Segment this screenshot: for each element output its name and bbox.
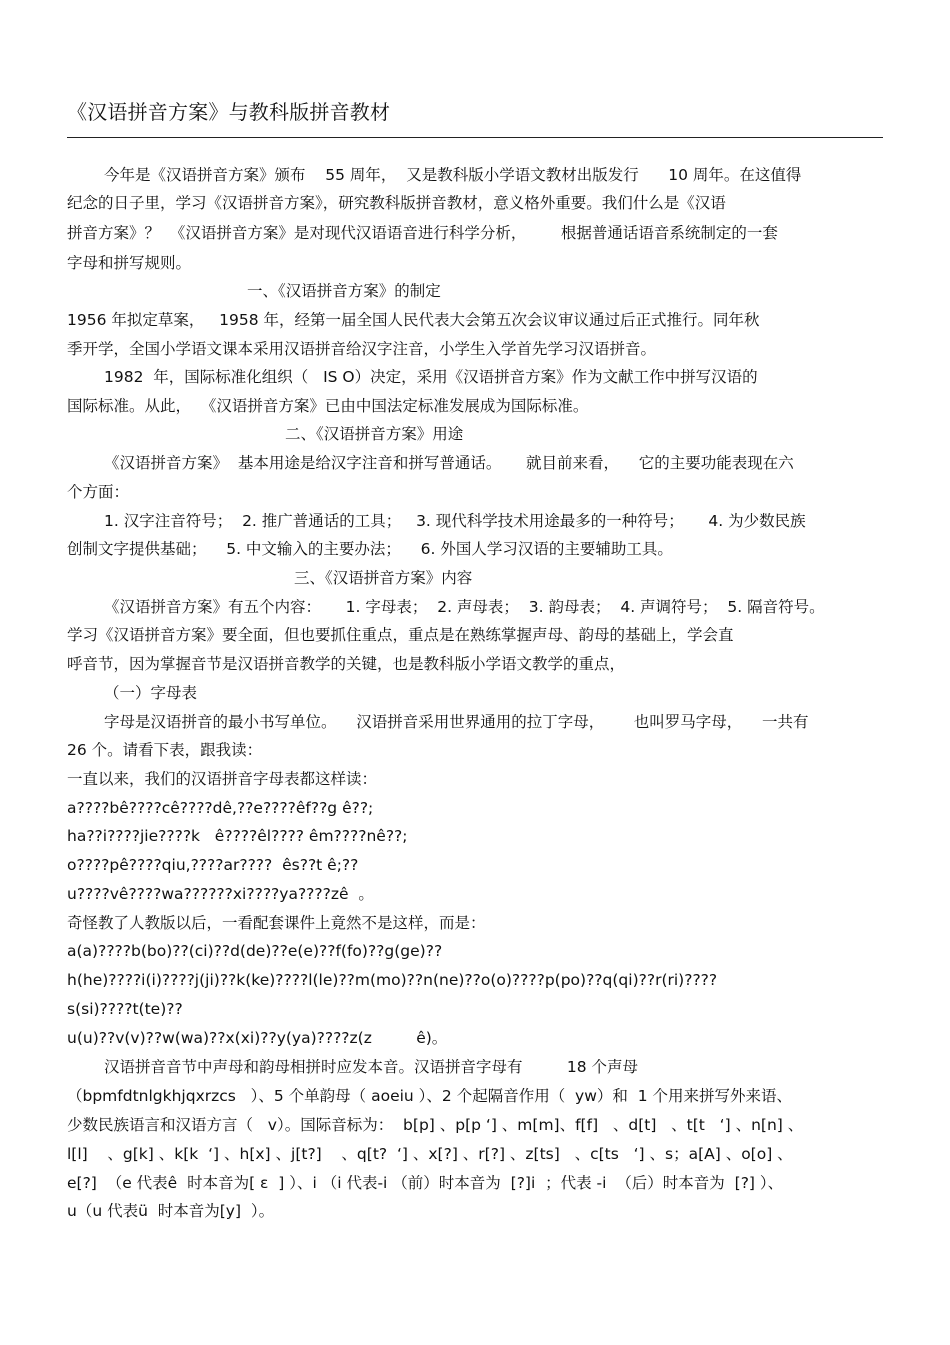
section-heading: 三、《汉语拼音方案》内容 xyxy=(294,569,473,587)
body-line: 季开学，全国小学语文课本采用汉语拼音给汉字注音，小学生入学首先学习汉语拼音。 xyxy=(67,340,657,358)
body-line: 纪念的日子里，学习《汉语拼音方案》，研究教科版拼音教材，意义格外重要。我们什么是《汉语 xyxy=(67,194,726,212)
body-line: 字母和拼写规则。 xyxy=(67,254,192,272)
body-line: 国际标准。从此， 《汉语拼音方案》已由中国法定标准发展成为国际标准。 xyxy=(67,397,589,415)
body-line: 汉语拼音音节中声母和韵母相拼时应发本音。汉语拼音字母有 18 个声母 xyxy=(104,1058,638,1076)
body-line: 1956 年拟定草案， 1958 年，经第一届全国人民代表大会第五次会议审议通过后正式推行。同年秋 xyxy=(67,311,760,329)
body-line: （bpmfdtnlgkhjqxrzcs ）、5 个单韵母（ aoeiu ）、2 个起隔音作用（ yw）和 1 个用来拼写外来语、 xyxy=(67,1087,793,1105)
document-title: 《汉语拼音方案》与教科版拼音教材 xyxy=(67,100,391,124)
body-line: 1982 年，国际标准化组织（ IS O）决定，采用《汉语拼音方案》作为文献工作中拼写汉语的 xyxy=(104,368,758,386)
body-line: 个方面： xyxy=(67,483,130,501)
body-line: a????bê????cê????dê,??e????êf??g ê??; xyxy=(67,799,374,817)
body-line: o????pê????qiu,????ar???? ês??t ê;?? xyxy=(67,856,359,874)
section-heading: 二、《汉语拼音方案》用途 xyxy=(285,425,464,443)
body-line: 字母是汉语拼音的最小书写单位。 汉语拼音采用世界通用的拉丁字母， 也叫罗马字母， 一共有 xyxy=(104,713,809,731)
title-divider xyxy=(67,137,883,138)
body-line: 呼音节，因为掌握音节是汉语拼音教学的关键，也是教科版小学语文教学的重点， xyxy=(67,655,626,673)
body-line: 一直以来，我们的汉语拼音字母表都这样读： xyxy=(67,770,378,788)
body-line: s(si)????t(te)?? xyxy=(67,1000,183,1018)
body-line: e[?] （e 代表ê 时本音为[ ε ] ）、i （i 代表-i （前）时本音为 [?]i ；代表 -i （后）时本音为 [?] ）、 xyxy=(67,1174,784,1192)
subsection-heading: （一）字母表 xyxy=(104,684,198,702)
body-line: u(u)??v(v)??w(wa)??x(xi)??y(ya)????z(z ê)。 xyxy=(67,1029,448,1047)
body-line: 少数民族语言和汉语方言（ v）。国际音标为： b[p] 、p[p ‘] 、m[m]、f[f] 、d[t] 、t[t ‘] 、n[n] 、 xyxy=(67,1116,804,1134)
body-line: h(he)????i(i)????j(ji)??k(ke)????l(le)??m(mo)??n(ne)??o(o)????p(po)??q(qi)??r(ri)???? xyxy=(67,971,718,989)
body-line: 1. 汉字注音符号； 2. 推广普通话的工具； 3. 现代科学技术用途最多的一种符号； 4. 为少数民族 xyxy=(104,512,806,530)
body-line: ha??i????jie????k ê????êl???? êm????nê??; xyxy=(67,827,408,845)
body-line: 今年是《汉语拼音方案》颁布 55 周年， 又是教科版小学语文教材出版发行 10 周年。在这值得 xyxy=(104,166,802,184)
body-line: 奇怪教了人教版以后，一看配套课件上竟然不是这样，而是： xyxy=(67,914,486,932)
body-line: u????vê????wa??????xi????ya????zê 。 xyxy=(67,885,374,903)
body-line: 26 个。请看下表，跟我读： xyxy=(67,741,263,759)
body-line: u（u 代表ü 时本音为[y] ）。 xyxy=(67,1202,275,1220)
body-line: 学习《汉语拼音方案》要全面，但也要抓住重点，重点是在熟练掌握声母、韵母的基础上，学会直 xyxy=(67,626,734,644)
body-line: 创制文字提供基础； 5. 中文输入的主要办法； 6. 外国人学习汉语的主要辅助工具。 xyxy=(67,540,673,558)
body-line: 《汉语拼音方案》 基本用途是给汉字注音和拼写普通话。 就目前来看， 它的主要功能表现在六 xyxy=(104,454,794,472)
section-heading: 一、《汉语拼音方案》的制定 xyxy=(247,282,441,300)
body-line: 《汉语拼音方案》有五个内容： 1. 字母表； 2. 声母表； 3. 韵母表； 4. 声调符号； 5. 隔音符号。 xyxy=(104,598,825,616)
body-line: a(a)????b(bo)??(ci)??d(de)??e(e)??f(fo)??g(ge)?? xyxy=(67,942,443,960)
body-line: l[l] 、g[k] 、k[k ‘] 、h[x] 、j[t?] 、q[t? ‘] 、x[?] 、r[?] 、z[ts] 、c[ts ‘] 、s；a[A] 、o[o] 、 xyxy=(67,1145,793,1163)
body-line: 拼音方案》？ 《汉语拼音方案》是对现代汉语语音进行科学分析， 根据普通话语音系统制定的一套 xyxy=(67,224,778,242)
